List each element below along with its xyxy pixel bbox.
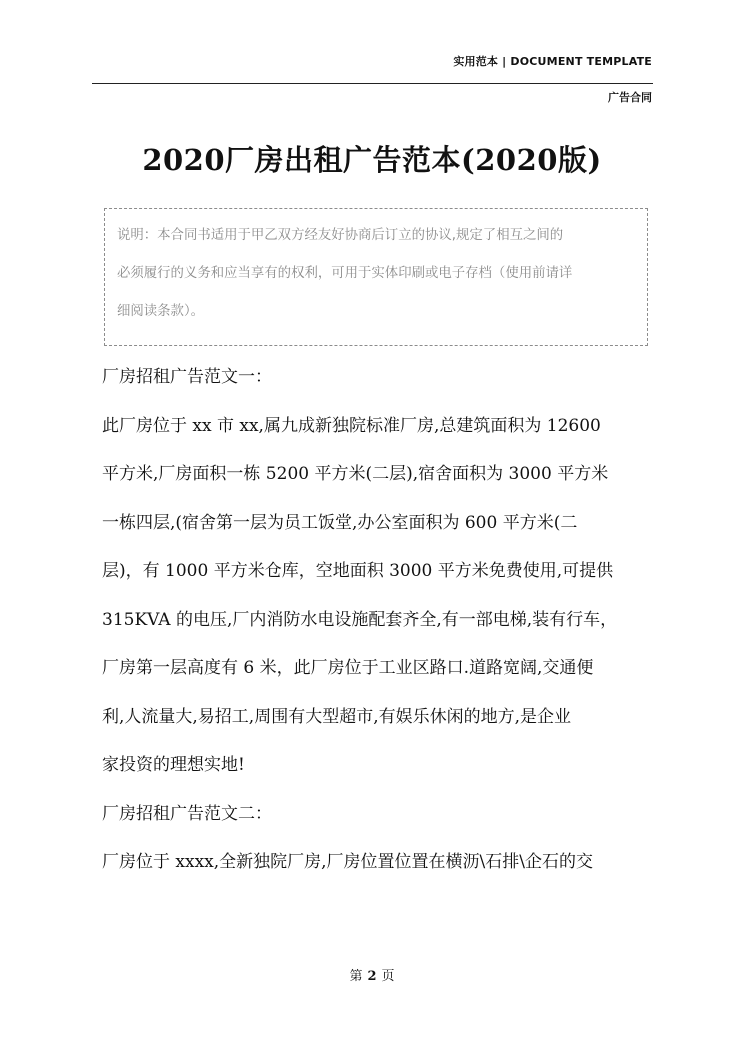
page-number: 2: [367, 969, 377, 984]
body-line: 厂房第一层高度有 6 米，此厂房位于工业区路口.道路宽阔,交通便: [102, 658, 594, 678]
body-line: 利,人流量大,易招工,周围有大型超市,有娱乐休闲的地方,是企业: [102, 706, 572, 727]
body-line: 平方米,厂房面积一栋 5200 平方米(二层),宿舍面积为 3000 平方米: [102, 464, 609, 484]
notice-line: 必须履行的义务和应当享有的权利，可用于实体印刷或电子存档（使用前请详: [117, 266, 573, 281]
section-heading-1: 厂房招租广告范文一：: [102, 367, 272, 387]
page-suffix: 页: [381, 969, 395, 984]
body-line: 一栋四层,(宿舍第一层为员工饭堂,办公室面积为 600 平方米(二: [102, 512, 578, 533]
body-line: 315KVA 的电压,厂内消防水电设施配套齐全,有一部电梯,装有行车，: [102, 609, 618, 630]
document-title: 2020厂房出租广告范本(2020版): [142, 143, 602, 177]
body-line: 此厂房位于 xx 市 xx,属九成新独院标准厂房,总建筑面积为 12600: [102, 415, 601, 436]
document-body: [102, 353, 662, 887]
body-line: 家投资的理想实地!: [102, 755, 245, 775]
header-divider: [92, 83, 653, 84]
page-prefix: 第: [349, 969, 363, 984]
body-line: 层)，有 1000 平方米仓库，空地面积 3000 平方米免费使用,可提供: [102, 561, 614, 581]
header-category: 广告合同: [608, 91, 652, 104]
header-brand: 实用范本 | DOCUMENT TEMPLATE: [453, 55, 652, 68]
body-line: 厂房位于 xxxx,全新独院厂房,厂房位置位置在横沥\石排\企石的交: [102, 852, 594, 872]
notice-line: 说明：本合同书适用于甲乙双方经友好协商后订立的协议,规定了相互之间的: [117, 228, 564, 243]
page-footer: [0, 965, 744, 984]
section-heading-2: 厂房招租广告范文二：: [102, 803, 272, 824]
notice-box: [104, 208, 648, 346]
notice-line: 细阅读条款）。: [117, 304, 205, 319]
